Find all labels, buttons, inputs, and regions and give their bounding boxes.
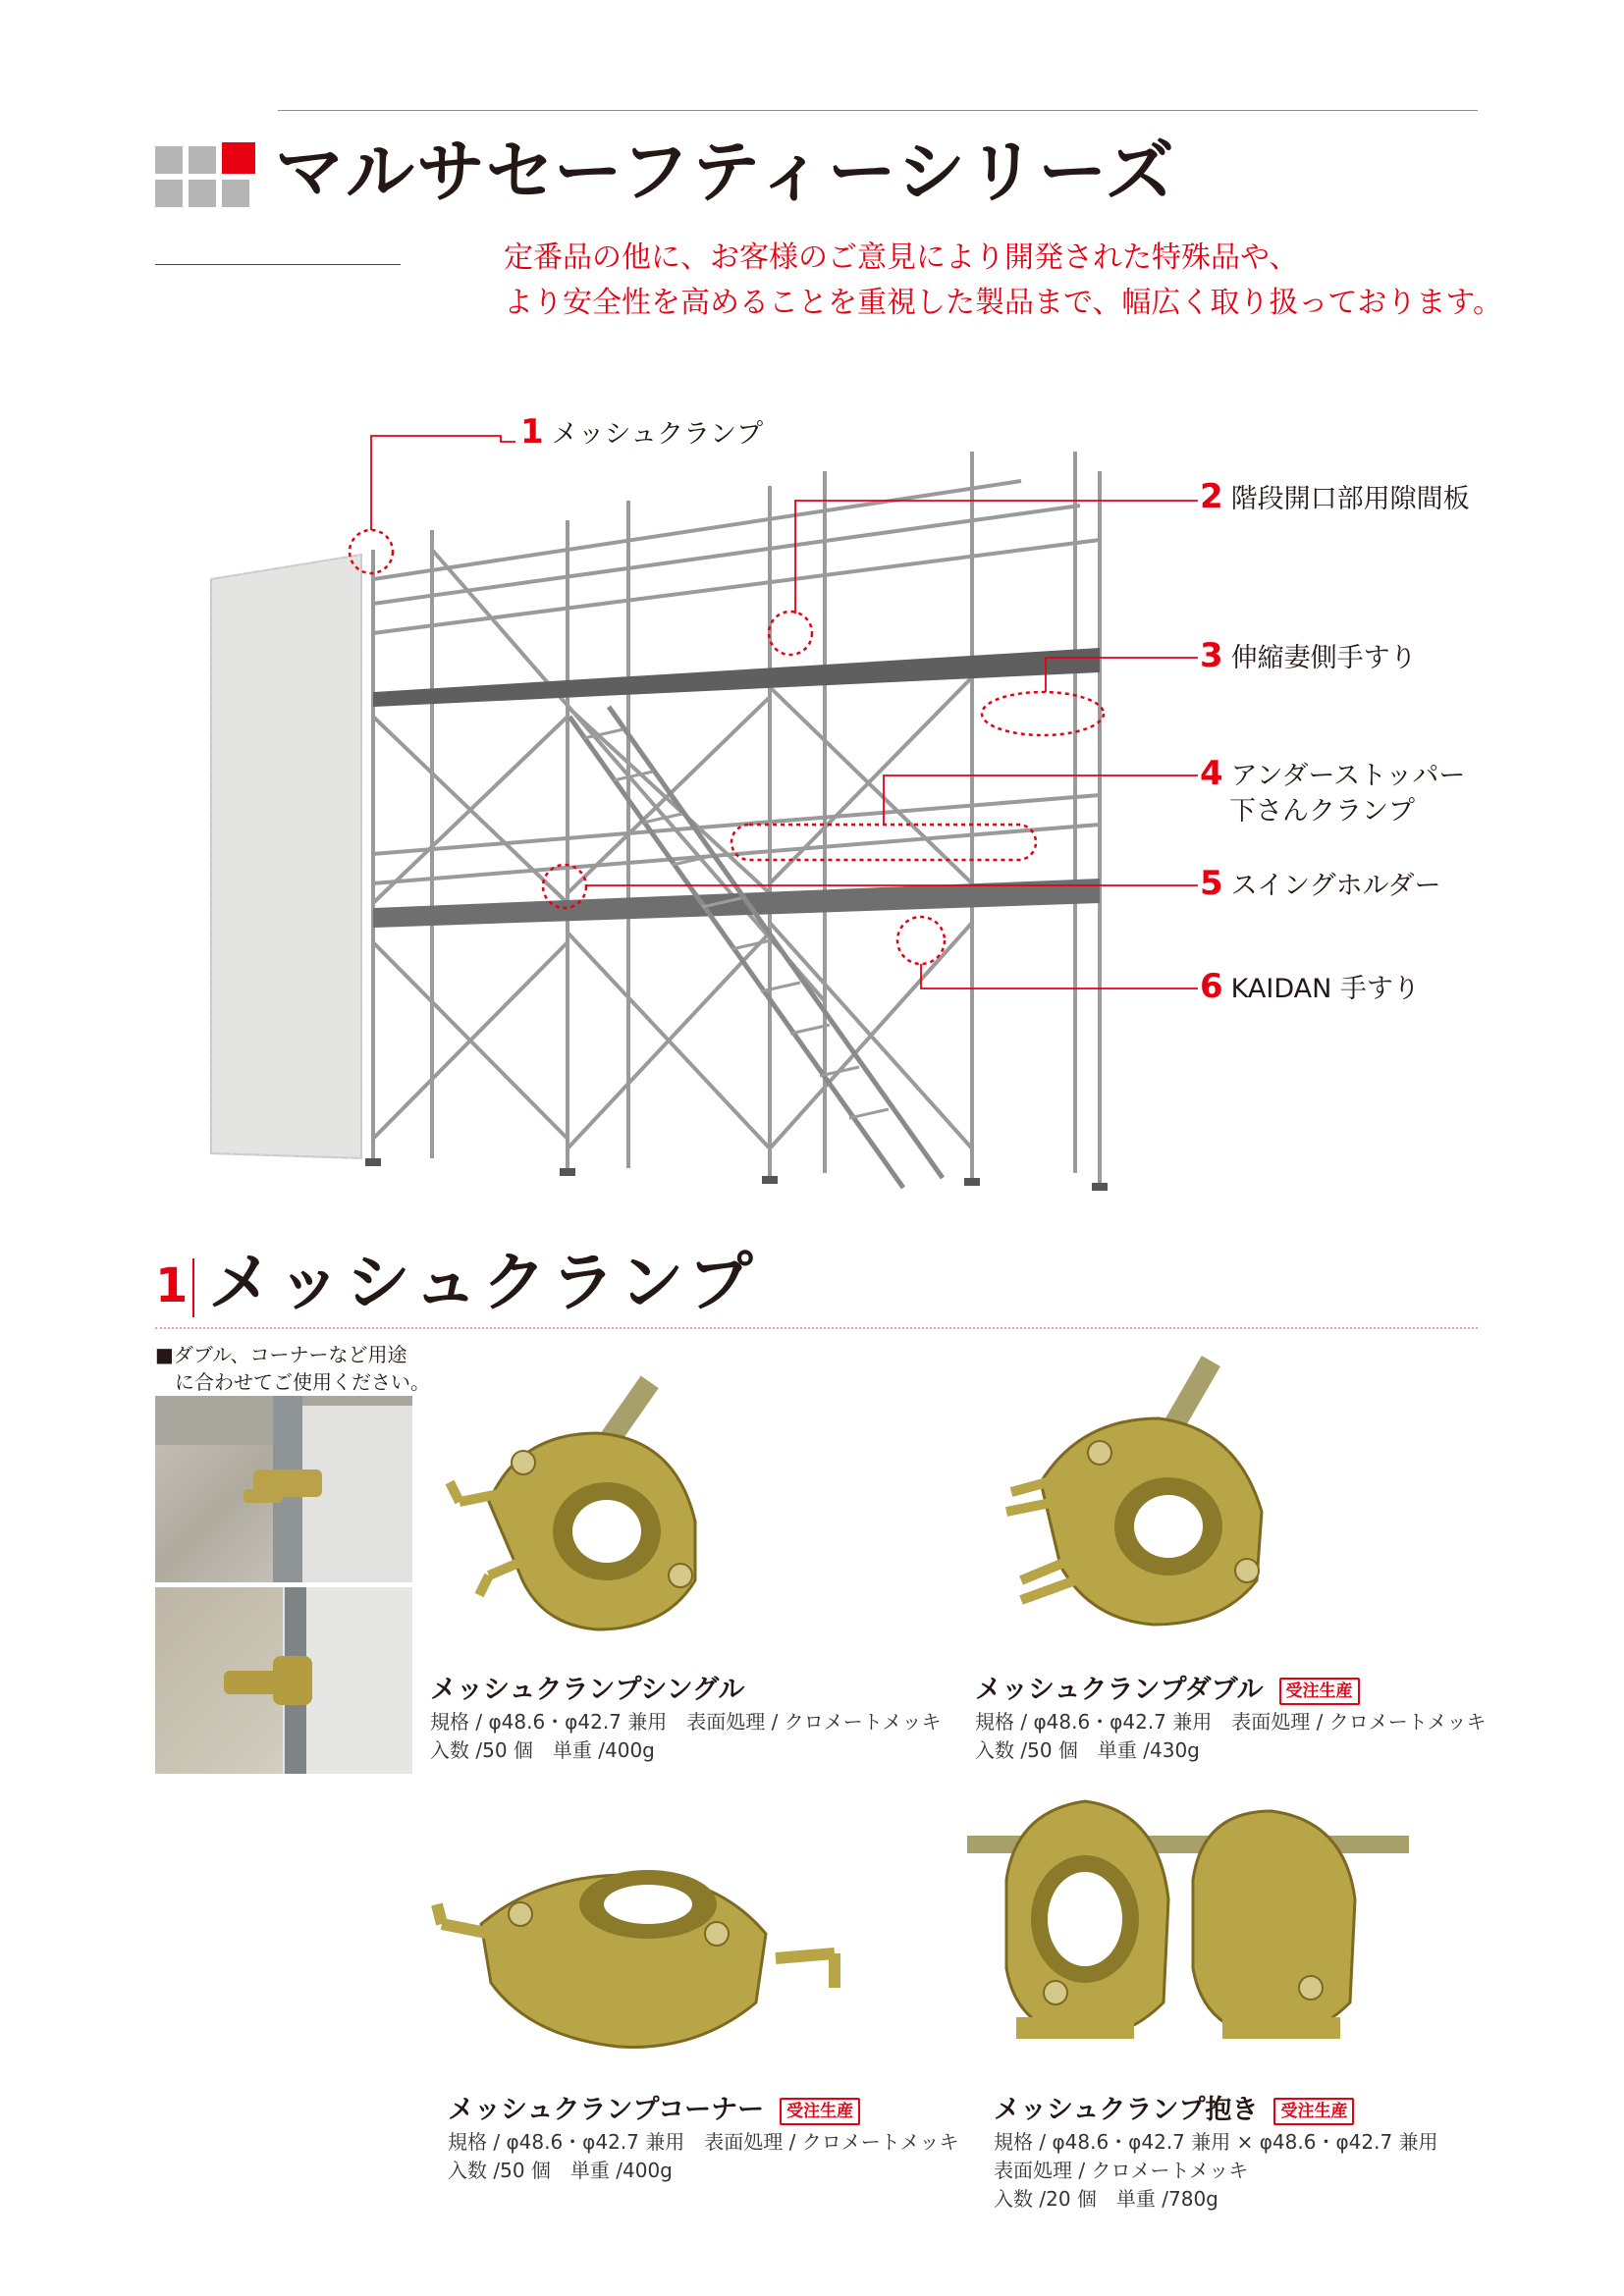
callout-4-number: 4 bbox=[1200, 754, 1223, 793]
usage-photo-1-image bbox=[155, 1396, 412, 1582]
product-double-spec-1: 規格 / φ48.6・φ42.7 兼用 表面処理 / クロメートメッキ bbox=[975, 1710, 1487, 1734]
callout-1-label: メッシュクランプ bbox=[551, 419, 764, 450]
callout-3-number: 3 bbox=[1200, 636, 1223, 675]
callout-6 bbox=[1200, 969, 1420, 1007]
usage-note-line-2: に合わせてご使用ください。 bbox=[155, 1370, 430, 1394]
clamp-hug-image bbox=[957, 1791, 1419, 2086]
product-corner-spec-1: 規格 / φ48.6・φ42.7 兼用 表面処理 / クロメートメッキ bbox=[448, 2130, 959, 2154]
callout-1-number: 1 bbox=[520, 412, 544, 452]
product-corner-info bbox=[448, 2093, 959, 2185]
usage-note bbox=[155, 1341, 430, 1396]
usage-photo-2-image bbox=[155, 1587, 412, 1774]
callout-3 bbox=[1200, 638, 1417, 676]
made-to-order-badge: 受注生産 bbox=[1279, 1678, 1360, 1705]
callout-3-label: 伸縮妻側手すり bbox=[1230, 643, 1417, 673]
section-number: 1 bbox=[155, 1258, 189, 1313]
product-single-spec-1: 規格 / φ48.6・φ42.7 兼用 表面処理 / クロメートメッキ bbox=[430, 1710, 942, 1734]
product-single-name: メッシュクランプシングル bbox=[430, 1675, 745, 1705]
callout-4-label: アンダーストッパー bbox=[1230, 761, 1466, 791]
series-logo-icon bbox=[155, 142, 255, 205]
usage-note-line-1: ■ダブル、コーナーなど用途 bbox=[155, 1343, 407, 1366]
product-double-info bbox=[975, 1673, 1487, 1765]
product-hug-spec-3: 入数 /20 個 単重 /780g bbox=[994, 2187, 1218, 2211]
callout-5-number: 5 bbox=[1200, 864, 1223, 903]
callout-6-label: KAIDAN 手すり bbox=[1230, 974, 1420, 1004]
product-single-spec-2: 入数 /50 個 単重 /400g bbox=[430, 1738, 655, 1762]
callout-5-label: スイングホルダー bbox=[1230, 871, 1441, 901]
callout-6-number: 6 bbox=[1200, 967, 1223, 1006]
product-double-name-row bbox=[975, 1673, 1487, 1708]
callout-2-label: 階段開口部用隙間板 bbox=[1230, 484, 1470, 514]
product-hug-info bbox=[994, 2093, 1438, 2214]
intro-line-1: 定番品の他に、お客様のご意見により開発された特殊品や、 bbox=[504, 240, 1299, 275]
product-single-info bbox=[430, 1673, 942, 1765]
made-to-order-badge: 受注生産 bbox=[1273, 2098, 1354, 2125]
callout-2 bbox=[1200, 479, 1470, 517]
intro-line-2: より安全性を高めることを重視した製品まで、幅広く取り扱っております。 bbox=[504, 286, 1502, 320]
usage-photo-1 bbox=[155, 1396, 412, 1582]
clamp-corner-image bbox=[422, 1816, 854, 2091]
section-title: メッシュクランプ bbox=[208, 1245, 757, 1320]
product-hug-spec-1: 規格 / φ48.6・φ42.7 兼用 × φ48.6・φ42.7 兼用 bbox=[994, 2130, 1438, 2154]
accent-rule bbox=[155, 264, 401, 265]
product-corner-name: メッシュクランプコーナー bbox=[448, 2095, 765, 2125]
product-hug-name-row bbox=[994, 2093, 1438, 2128]
scaffold-diagram bbox=[196, 393, 1473, 1256]
top-rule bbox=[278, 110, 1478, 111]
product-double-spec-2: 入数 /50 個 単重 /430g bbox=[975, 1738, 1200, 1762]
callout-4-label-line2: 下さんクランプ bbox=[1229, 796, 1415, 827]
usage-photo-2 bbox=[155, 1587, 412, 1774]
product-hug-name: メッシュクランプ抱き bbox=[994, 2095, 1259, 2125]
product-corner-spec-2: 入数 /50 個 単重 /400g bbox=[448, 2159, 673, 2182]
made-to-order-badge: 受注生産 bbox=[780, 2098, 860, 2125]
clamp-single-image bbox=[430, 1355, 744, 1669]
intro-text bbox=[504, 236, 1502, 326]
section-divider bbox=[192, 1258, 194, 1317]
clamp-double-image bbox=[982, 1345, 1296, 1659]
product-corner-name-row bbox=[448, 2093, 959, 2128]
page-title: マルサセーフティーシリーズ bbox=[275, 132, 1176, 212]
section-rule bbox=[155, 1327, 1478, 1329]
product-hug-spec-2: 表面処理 / クロメートメッキ bbox=[994, 2159, 1249, 2182]
product-double-name: メッシュクランプダブル bbox=[975, 1675, 1264, 1705]
callout-5 bbox=[1200, 866, 1441, 904]
callout-1 bbox=[520, 414, 763, 453]
callout-4 bbox=[1200, 756, 1465, 829]
callout-2-number: 2 bbox=[1200, 477, 1223, 516]
